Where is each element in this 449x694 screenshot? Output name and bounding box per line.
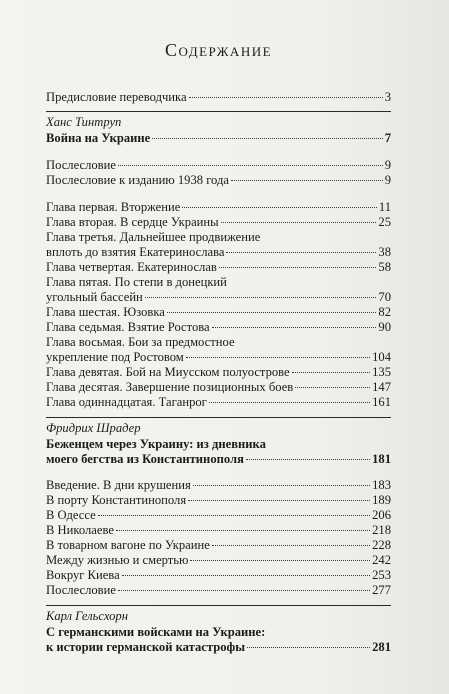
toc-author [46, 421, 391, 436]
toc-entry-page: 58 [378, 260, 391, 274]
toc-entry [46, 215, 391, 230]
toc-entry-title: угольный бассейн [46, 290, 143, 304]
toc-entry [46, 583, 391, 598]
toc-entry-page: 3 [384, 90, 391, 104]
toc-entry [46, 568, 391, 583]
toc-entry [46, 305, 391, 320]
toc-entry [46, 131, 391, 146]
toc-entry-title: Глава шестая. Юзовка [46, 305, 165, 319]
toc-entry-title: Война на Украине [46, 131, 151, 145]
toc-entry-page: 181 [372, 452, 391, 466]
toc-entry-title: Глава первая. Вторжение [46, 200, 181, 214]
toc-entry-title: Глава десятая. Завершение позиционных боев [46, 380, 294, 394]
toc-entry-title: Глава вторая. В сердце Украины [46, 215, 219, 229]
toc-entry [46, 173, 391, 188]
toc-leader-dots [226, 252, 376, 253]
toc-entry-continued [46, 230, 391, 245]
toc-entry [46, 158, 391, 173]
toc-entry-page: 206 [372, 508, 391, 522]
toc-entry-title: укрепление под Ростовом [46, 350, 184, 364]
toc-leader-dots [246, 459, 370, 460]
toc-entry-page: 38 [378, 245, 391, 259]
toc-entry-page: 104 [372, 350, 391, 364]
toc-entry-title: моего бегства из Константинополя [46, 452, 244, 466]
toc-entry [46, 493, 391, 508]
toc-entry-title: Беженцем через Украину: из дневника [46, 437, 266, 451]
toc-author [46, 115, 391, 130]
toc-entry-title: В товарном вагоне по Украине [46, 538, 210, 552]
toc-entry-title: В Николаеве [46, 523, 114, 537]
toc-entry-page: 25 [378, 215, 391, 229]
toc-entry-title: Глава девятая. Бой на Миусском полуострове [46, 365, 290, 379]
author-name: Ханс Тинтруп [46, 115, 122, 129]
toc-leader-dots [145, 297, 377, 298]
toc-entry [46, 290, 391, 305]
toc-entry [46, 523, 391, 538]
toc-entry-page: 161 [372, 395, 391, 409]
toc-leader-dots [247, 647, 370, 648]
author-name: Фридрих Шрадер [46, 421, 141, 435]
toc-entry-title: Послесловие [46, 158, 116, 172]
toc-entry-title: Глава седьмая. Взятие Ростова [46, 320, 210, 334]
toc-entry-title: вплоть до взятия Екатеринослава [46, 245, 225, 259]
toc-leader-dots [116, 530, 370, 531]
toc-entry-page: 9 [384, 173, 391, 187]
toc-author [46, 609, 391, 624]
toc-entry-title: Глава четвертая. Екатеринослав [46, 260, 217, 274]
toc-entry-title: к истории германской катастрофы [46, 640, 246, 654]
toc-leader-dots [122, 575, 370, 576]
toc-leader-dots [292, 372, 370, 373]
section-divider [46, 111, 391, 112]
toc-entry-continued [46, 275, 391, 290]
toc-entry [46, 508, 391, 523]
author-name: Карл Гельсхорн [46, 609, 128, 623]
toc-entry [46, 553, 391, 568]
toc-leader-dots [118, 590, 370, 591]
toc-entry-continued [46, 625, 391, 640]
toc-entry [46, 538, 391, 553]
toc-entry [46, 260, 391, 275]
page-title: Содержание [164, 40, 273, 60]
toc-leader-dots [219, 267, 377, 268]
toc-entry-title: С германскими войсками на Украине: [46, 625, 266, 639]
toc-leader-dots [182, 207, 377, 208]
toc-entry-page: 277 [372, 583, 391, 597]
toc-entry [46, 200, 391, 215]
toc-entry-page: 7 [384, 131, 391, 145]
toc-entry-page: 82 [378, 305, 391, 319]
toc-entry-page: 253 [372, 568, 391, 582]
toc-entry-title: Предисловие переводчика [46, 90, 187, 104]
toc-entry-page: 90 [378, 320, 391, 334]
toc-leader-dots [231, 180, 383, 181]
toc-entry-page: 135 [372, 365, 391, 379]
toc-entry-title: В Одессе [46, 508, 96, 522]
toc-entry-title: Введение. В дни крушения [46, 478, 191, 492]
toc-entry [46, 380, 391, 395]
toc-leader-dots [221, 222, 377, 223]
toc-entry-page: 11 [378, 200, 391, 214]
toc-entry-continued [46, 335, 391, 350]
toc-entry [46, 320, 391, 335]
toc-entry [46, 395, 391, 410]
toc-entry [46, 640, 391, 655]
section-divider [46, 417, 391, 418]
toc-entry-page: 9 [384, 158, 391, 172]
toc-entry-title: Вокруг Киева [46, 568, 120, 582]
toc-leader-dots [152, 138, 382, 139]
toc-leader-dots [212, 327, 377, 328]
toc-leader-dots [188, 500, 370, 501]
toc-entry-page: 281 [372, 640, 391, 654]
toc-entry-title: Послесловие к изданию 1938 года [46, 173, 229, 187]
toc-entry-title: Глава третья. Дальнейшее продвижение [46, 230, 261, 244]
toc-entry-title: Послесловие [46, 583, 116, 597]
toc-entry [46, 478, 391, 493]
toc-leader-dots [190, 560, 370, 561]
toc-entry [46, 245, 391, 260]
toc-entry-title: В порту Константинополя [46, 493, 187, 507]
toc-entry-page: 70 [378, 290, 391, 304]
toc-entry-page: 228 [372, 538, 391, 552]
toc-entry-page: 147 [372, 380, 391, 394]
toc-entry-title: Глава одиннадцатая. Таганрог [46, 395, 207, 409]
toc-entry [46, 452, 391, 467]
toc-leader-dots [167, 312, 377, 313]
toc-entry [46, 365, 391, 380]
toc-entry-title: Глава пятая. По степи в донецкий [46, 275, 227, 289]
toc-entry-title: Глава восьмая. Бои за предмостное [46, 335, 235, 349]
section-divider [46, 605, 391, 606]
toc-entry-page: 218 [372, 523, 391, 537]
toc-entry-title: Между жизнью и смертью [46, 553, 189, 567]
toc-leader-dots [186, 357, 370, 358]
toc-leader-dots [118, 165, 383, 166]
toc-entry-page: 189 [372, 493, 391, 507]
toc-leader-dots [98, 515, 370, 516]
toc-entry [46, 350, 391, 365]
toc-entry-page: 242 [372, 553, 391, 567]
toc-leader-dots [193, 485, 370, 486]
toc-entry [46, 90, 391, 105]
toc-entry-continued [46, 437, 391, 452]
toc-leader-dots [295, 387, 370, 388]
toc-leader-dots [212, 545, 370, 546]
toc-leader-dots [209, 402, 370, 403]
toc-entry-page: 183 [372, 478, 391, 492]
toc-leader-dots [189, 97, 383, 98]
